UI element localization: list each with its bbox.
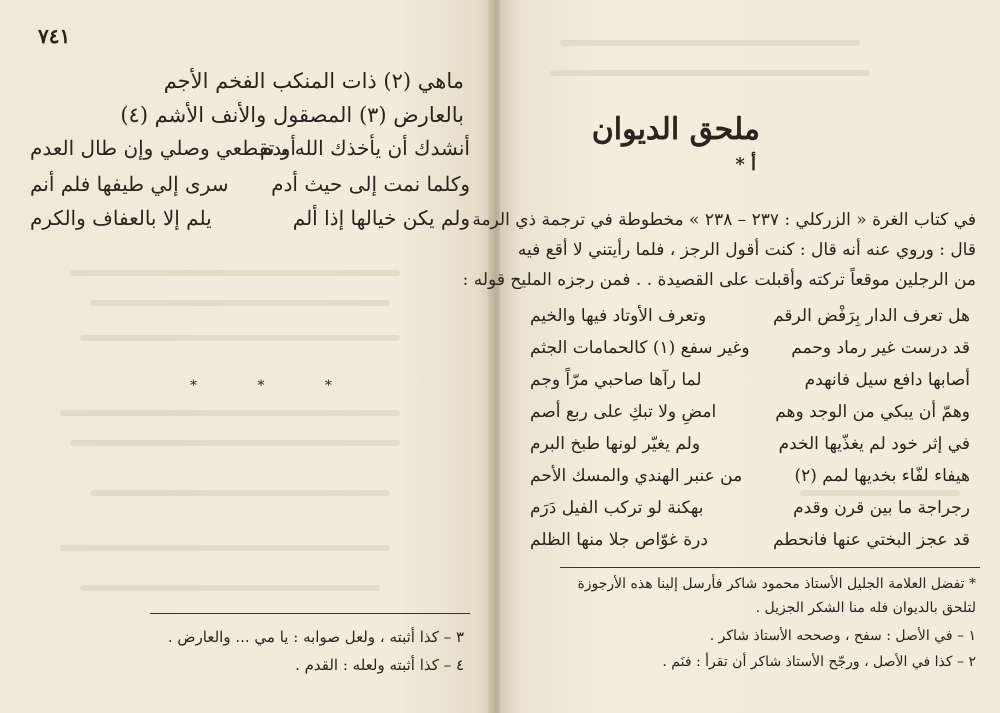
prose-line: قال : وروي عنه أنه قال : كنت أقول الرجز ، فلما رأيتني لا أقع فيه <box>517 240 976 260</box>
bleed-through-mark <box>550 70 870 76</box>
footnote: لتلحق بالديوان فله منا الشكر الجزيل . <box>755 600 976 616</box>
section-divider-stars: * * * <box>190 378 360 394</box>
verse-first-hemistich: هيفاء لفّاء بخديها لمم (٢) <box>794 466 970 486</box>
verse-second-hemistich: ولم يغيّر لونها طبخ البرم <box>530 434 701 454</box>
bleed-through-mark <box>70 270 400 276</box>
verse-row <box>530 370 970 402</box>
left-page <box>0 0 492 713</box>
footnote: ٤ – كذا أثبته ولعله : القدم . <box>295 656 464 674</box>
footnote: ٢ – كذا في الأصل ، ورجّح الأستاذ شاكر أن تقرأ : فنَم . <box>662 654 976 670</box>
verse-first-hemistich: رجراجة ما بين قرن وقدم <box>793 498 970 518</box>
footnote: * تفضل العلامة الجليل الأستاذ محمود شاكر فأرسل إلينا هذه الأرجوزة <box>577 576 976 592</box>
verse-second-hemistich: درة غوّاص جلا منها الظلم <box>530 530 708 550</box>
footnote: ١ – في الأصل : سفح ، وصححه الأستاذ شاكر . <box>709 628 976 644</box>
verse-row <box>30 206 470 240</box>
prose-line: في كتاب الغرة « الزركلي : ٢٣٧ – ٢٣٨ » مخطوطة في ترجمة ذي الرمة <box>472 210 976 230</box>
verse-second-hemistich: سرى إلي طيفها فلم أنم <box>30 172 229 196</box>
bleed-through-mark <box>560 40 860 46</box>
verse-row <box>530 466 970 498</box>
footnote-rule <box>150 613 470 614</box>
bleed-through-mark <box>90 490 390 496</box>
verse-line: بالعارض (٣) المصقول والأنف الأشم (٤) <box>120 103 464 127</box>
verse-first-hemistich: في إثر خود لم يغذّيها الخدم <box>778 434 970 454</box>
verse-row <box>530 498 970 530</box>
prose-line: من الرجلين موقعاً تركته وأقبلت على القصيدة . . فمن رجزه المليح قوله : <box>462 270 976 290</box>
footnote: ٣ – كذا أثبته ، ولعل صوابه : يا مي ... والعارض . <box>167 628 464 646</box>
section-subtitle: أ * <box>735 154 756 175</box>
bleed-through-mark <box>70 440 400 446</box>
page-number: ٧٤١ <box>38 24 71 48</box>
verse-second-hemistich: وتعرف الأوتاد فيها والخيم <box>530 306 707 326</box>
verse-second-hemistich: لما رآها صاحبي مرّاً وجم <box>530 370 702 390</box>
section-title: ملحق الديوان <box>591 112 760 147</box>
verse-row <box>530 434 970 466</box>
bleed-through-mark <box>60 410 400 416</box>
bleed-through-mark <box>90 300 390 306</box>
verse-second-hemistich: بهكنة لو تركب الفيل دَرَم <box>530 498 704 518</box>
verse-row <box>530 402 970 434</box>
verse-second-hemistich: أو تقطعي وصلي وإن طال العدم <box>30 136 296 160</box>
verse-second-hemistich: وغير سفع (١) كالحمامات الجثم <box>530 338 750 358</box>
verse-second-hemistich: امضِ ولا تبكِ على ربع أصم <box>530 402 717 422</box>
verse-first-hemistich: أنشدك أن يأخذك الله بدم <box>259 136 470 160</box>
verse-first-hemistich: ولم يكن خيالها إذا ألم <box>292 206 470 230</box>
verse-first-hemistich: قد عجز البختي عنها فانحطم <box>772 530 970 550</box>
verse-first-hemistich: هل تعرف الدار بِرَفْض الرقم <box>773 306 970 326</box>
verse-first-hemistich: وهمّ أن يبكي من الوجد وهم <box>775 402 970 422</box>
verse-row <box>530 306 970 338</box>
verse-row <box>530 338 970 370</box>
verse-first-hemistich: أصابها دافع سيل فانهدم <box>804 370 970 390</box>
verse-second-hemistich: يلم إلا بالعفاف والكرم <box>30 206 212 230</box>
verse-second-hemistich: من عنبر الهندي والمسك الأحم <box>530 466 743 486</box>
bleed-through-mark <box>80 585 380 591</box>
bleed-through-mark <box>80 335 400 341</box>
verse-row <box>30 172 470 206</box>
verse-line: ماهي (٢) ذات المنكب الفخم الأجم <box>163 69 464 93</box>
footnote-rule <box>560 567 980 568</box>
verse-first-hemistich: وكلما نمت إلى حيث أدم <box>271 172 470 196</box>
verse-first-hemistich: قد درست غير رماد وحمم <box>791 338 970 358</box>
bleed-through-mark <box>60 545 390 551</box>
verse-row <box>530 530 970 562</box>
verse-row <box>30 136 470 170</box>
